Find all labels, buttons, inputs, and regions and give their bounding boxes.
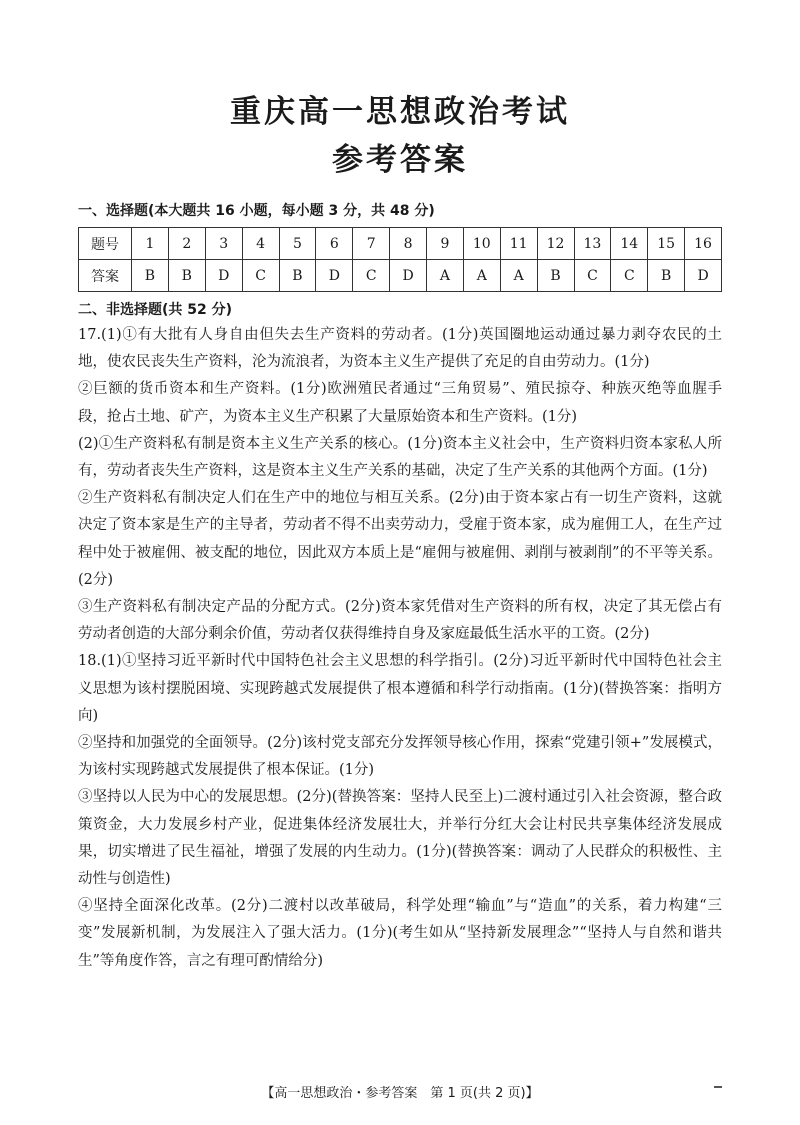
- question-number-cell: 11: [500, 228, 537, 260]
- question-number-cell: 1: [132, 228, 169, 260]
- row-label-answer: 答案: [79, 260, 132, 292]
- answer-table: [78, 227, 722, 292]
- table-row-numbers: [79, 228, 722, 260]
- answer-cell: C: [242, 260, 279, 292]
- page-title: 重庆高一思想政治考试: [230, 94, 570, 130]
- answer-cell: B: [132, 260, 169, 292]
- q17-paragraph-2: ②巨额的货币资本和生产资料。(1分)欧洲殖民者通过“三角贸易”、殖民掠夺、种族灭绝等血腥手段，抢占土地、矿产，为资本主义生产积累了大量原始资本和生产资料。(1分): [78, 381, 722, 425]
- question-number-cell: 3: [205, 228, 242, 260]
- answer-cell: B: [648, 260, 685, 292]
- answer-cell: A: [463, 260, 500, 292]
- q18-paragraph-1: 18.(1)①坚持习近平新时代中国特色社会主义思想的科学指引。(2分)习近平新时代中国特色社会主义思想为该村摆脱困境、实现跨越式发展提供了根本遵循和科学行动指南。(1分)(替换答案：指明方向): [78, 653, 722, 724]
- question-18: [78, 648, 722, 974]
- q17-paragraph-4: ②生产资料私有制决定人们在生产中的地位与相互关系。(2分)由于资本家占有一切生产资料，这就决定了资本家是生产的主导者，劳动者不得不出卖劳动力，受雇于资本家，成为雇佣工人，在生产过程中处于被雇佣、被支配的地位，因此双方本质上是“雇佣与被雇佣、剥削与被剥削”的不平等关系。(2分): [78, 490, 722, 588]
- question-number-cell: 16: [685, 228, 722, 260]
- question-number-cell: 2: [168, 228, 205, 260]
- q18-paragraph-4: ④坚持全面深化改革。(2分)二渡村以改革破局，科学处理“输血”与“造血”的关系，着力构建“三变”发展新机制，为发展注入了强大活力。(1分)(考生如从“坚持新发展理念”“坚持人与自然和谐共生”等角度作答，言之有理可酌情给分): [78, 898, 722, 969]
- answer-cell: B: [279, 260, 316, 292]
- table-row-answers: [79, 260, 722, 292]
- row-label-number: 题号: [79, 228, 132, 260]
- q18-paragraph-3: ③坚持以人民为中心的发展思想。(2分)(替换答案：坚持人民至上)二渡村通过引入社会资源，整合政策资金，大力发展乡村产业，促进集体经济发展壮大，并举行分红大会让村民共享集体经济发展成果，切实增进了民生福祉，增强了发展的内生动力。(1分)(替换答案：调动了人民群众的积极性、主动性与创造性): [78, 789, 722, 888]
- page-subtitle: 参考答案: [332, 142, 468, 178]
- answer-cell: C: [574, 260, 611, 292]
- q17-paragraph-5: ③生产资料私有制决定产品的分配方式。(2分)资本家凭借对生产资料的所有权，决定了其无偿占有劳动者创造的大部分剩余价值，劳动者仅获得维持自身及家庭最低生活水平的工资。(2分): [78, 599, 722, 643]
- question-17: [78, 322, 722, 648]
- question-number-cell: 8: [390, 228, 427, 260]
- question-number-cell: 6: [316, 228, 353, 260]
- corner-mark: [714, 1086, 722, 1088]
- question-number-cell: 15: [648, 228, 685, 260]
- q17-paragraph-1: 17.(1)①有大批有人身自由但失去生产资料的劳动者。(1分)英国圈地运动通过暴力剥夺农民的土地，使农民丧失生产资料，沦为流浪者，为资本主义生产提供了充足的自由劳动力。(1分): [78, 327, 722, 371]
- answer-cell: C: [353, 260, 390, 292]
- answer-cell: A: [427, 260, 464, 292]
- answer-cell: A: [500, 260, 537, 292]
- question-number-cell: 12: [537, 228, 574, 260]
- page-footer: 【高一思想政治・参考答案 第 1 页(共 2 页)】: [261, 1086, 539, 1101]
- answer-cell: D: [316, 260, 353, 292]
- question-number-cell: 13: [574, 228, 611, 260]
- question-number-cell: 7: [353, 228, 390, 260]
- answer-cell: B: [168, 260, 205, 292]
- section-heading-choice: 一、选择题(本大题共 16 小题，每小题 3 分，共 48 分): [78, 203, 435, 219]
- q18-paragraph-2: ②坚持和加强党的全面领导。(2分)该村党支部充分发挥领导核心作用，探索“党建引领+”发展模式，为该村实现跨越式发展提供了根本保证。(1分): [78, 735, 722, 779]
- answer-cell: D: [685, 260, 722, 292]
- answer-cell: D: [205, 260, 242, 292]
- question-number-cell: 14: [611, 228, 648, 260]
- answer-cell: C: [611, 260, 648, 292]
- question-number-cell: 9: [427, 228, 464, 260]
- q17-paragraph-3: (2)①生产资料私有制是资本主义生产关系的核心。(1分)资本主义社会中，生产资料归资本家私人所有，劳动者丧失生产资料，这是资本主义生产关系的基础，决定了生产关系的其他两个方面。(1分): [78, 435, 722, 480]
- answer-cell: B: [537, 260, 574, 292]
- section-heading-nonchoice: 二、非选择题(共 52 分): [78, 302, 233, 318]
- question-number-cell: 4: [242, 228, 279, 260]
- question-number-cell: 10: [463, 228, 500, 260]
- answer-cell: D: [390, 260, 427, 292]
- question-number-cell: 5: [279, 228, 316, 260]
- answer-body: [78, 322, 722, 975]
